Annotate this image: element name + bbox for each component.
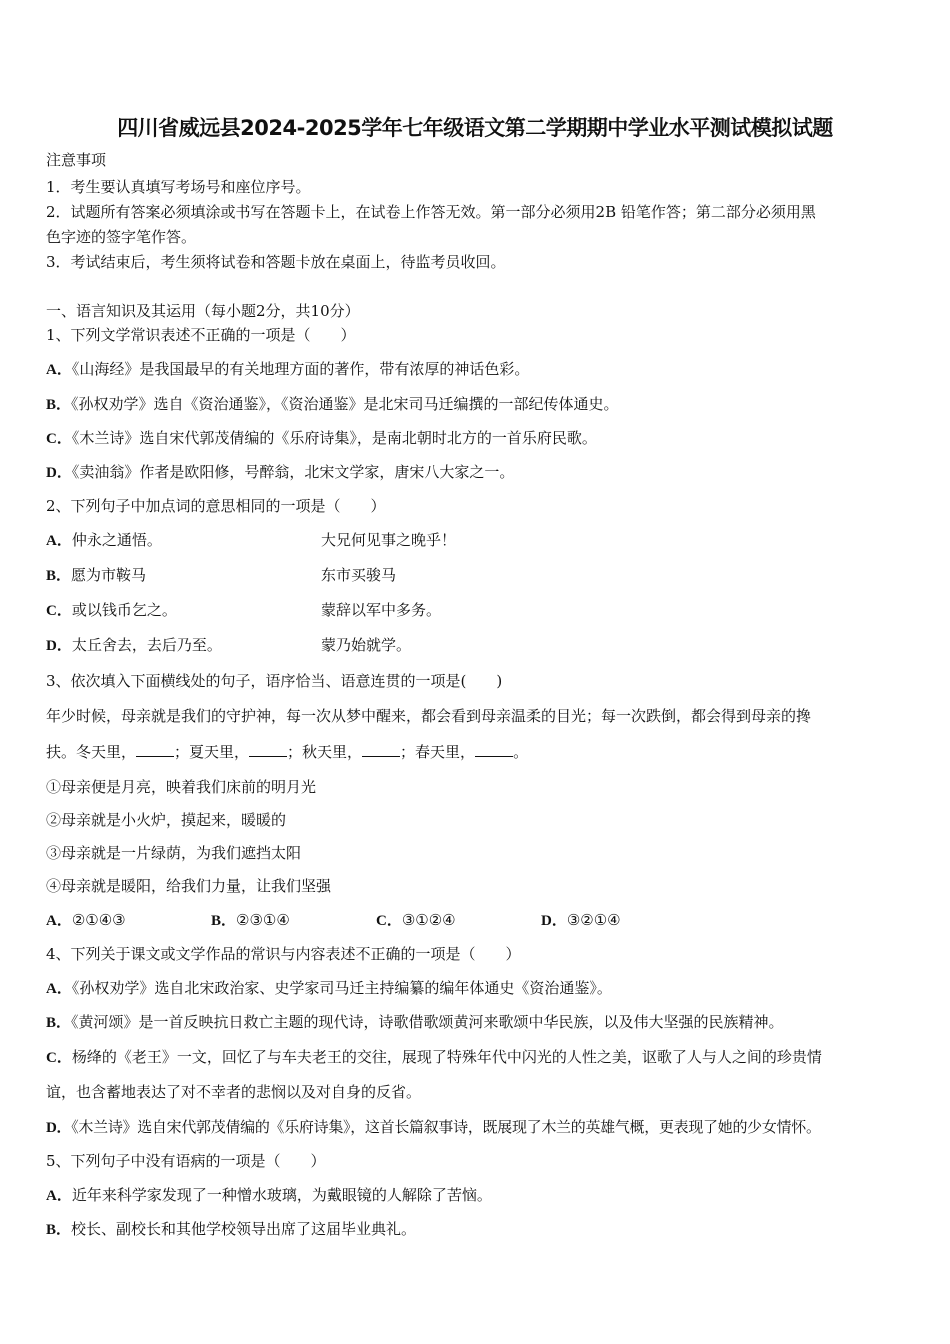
answer-blank [136,742,174,757]
page-title: 四川省威远县2024-2025学年七年级语文第二学期期中学业水平测试模拟试题 [117,116,833,140]
section-heading: 一、语言知识及其运用（每小题2分，共10分） [46,302,360,320]
question-1-stem: 1、下列文学常识表述不正确的一项是（ ） [46,326,356,344]
notice-item: 2．试题所有答案必须填涂或书写在答题卡上，在试卷上作答无效。第一部分必须用2B 铅笔作答；第二部分必须用黑 [46,203,816,221]
q3-option-a: A．②①④③ [46,911,126,929]
q3-option-c: C．③①②④ [376,911,456,929]
question-5-stem: 5、下列句子中没有语病的一项是（ ） [46,1152,326,1170]
q1-option-b: B．《孙权劝学》选自《资治通鉴》，《资治通鉴》是北宋司马迁编撰的一部纪传体通史。 [46,395,619,413]
q3-option-b: B．②③①④ [211,911,290,929]
answer-blank [362,742,400,757]
question-3-stem: 3、依次填入下面横线处的句子，语序恰当、语意连贯的一项是( ) [46,672,503,690]
notice-item: 1．考生要认真填写考场号和座位序号。 [46,178,311,196]
q3-item: ③母亲就是一片绿荫，为我们遮挡太阳 [46,844,302,862]
q2-option-a: A．仲永之通悟。 大兄何见事之晚乎！ [46,531,457,549]
q3-passage-line-1: 年少时候，母亲就是我们的守护神，每一次从梦中醒来，都会看到母亲温柔的目光；每一次跌倒，都会得到母亲的搀 [46,707,812,725]
q2-option-c: C．或以钱币乞之。 蒙辞以军中多务。 [46,601,442,619]
q4-option-d: D．《木兰诗》选自宋代郭茂倩编的《乐府诗集》，这首长篇叙事诗，既展现了木兰的英雄气概，更表现了她的少女情怀。 [46,1118,821,1136]
q2-option-d: D．太丘舍去，去后乃至。 蒙乃始就学。 [46,636,412,654]
q1-option-c: C．《木兰诗》选自宋代郭茂倩编的《乐府诗集》，是南北朝时北方的一首乐府民歌。 [46,429,597,447]
q4-option-c-continued: 谊，也含蓄地表达了对不幸者的悲悯以及对自身的反省。 [46,1083,422,1101]
q1-option-a: A．《山海经》是我国最早的有关地理方面的著作，带有浓厚的神话色彩。 [46,360,530,378]
answer-blank [249,742,287,757]
q5-option-a: A．近年来科学家发现了一种憎水玻璃，为戴眼镜的人解除了苦恼。 [46,1186,492,1204]
answer-blank [475,742,513,757]
notice-item: 色字迹的签字笔作答。 [46,228,197,246]
q3-option-d: D．③②①④ [541,911,621,929]
notice-item: 3．考试结束后，考生须将试卷和答题卡放在桌面上，待监考员收回。 [46,253,506,271]
q3-item: ④母亲就是暖阳，给我们力量，让我们坚强 [46,877,332,895]
q3-item: ①母亲便是月亮，映着我们床前的明月光 [46,778,317,796]
notice-heading: 注意事项 [46,151,107,169]
q3-options [46,910,621,931]
q1-option-d: D．《卖油翁》作者是欧阳修，号醉翁，北宋文学家，唐宋八大家之一。 [46,463,515,481]
q2-option-b: B．愿为市鞍马 东市买骏马 [46,566,397,584]
q5-option-b: B．校长、副校长和其他学校领导出席了这届毕业典礼。 [46,1220,417,1238]
q3-passage-line-2: 扶。冬天里， ；夏天里， ；秋天里， ；春天里， 。 [46,743,529,761]
q4-option-b: B．《黄河颂》是一首反映抗日救亡主题的现代诗，诗歌借歌颂黄河来歌颂中华民族，以及伟大坚强的民族精神。 [46,1013,784,1031]
question-4-stem: 4、下列关于课文或文学作品的常识与内容表述不正确的一项是（ ） [46,945,521,963]
q4-option-a: A．《孙权劝学》选自北宋政治家、史学家司马迁主持编纂的编年体通史《资治通鉴》。 [46,979,612,997]
question-2-stem: 2、下列句子中加点词的意思相同的一项是（ ） [46,497,386,515]
q4-option-c: C．杨绛的《老王》一文，回忆了与车夫老王的交往，展现了特殊年代中闪光的人性之美，讴歌了人与人之间的珍贵情 [46,1048,822,1066]
q3-item: ②母亲就是小火炉，摸起来，暖暖的 [46,811,287,829]
